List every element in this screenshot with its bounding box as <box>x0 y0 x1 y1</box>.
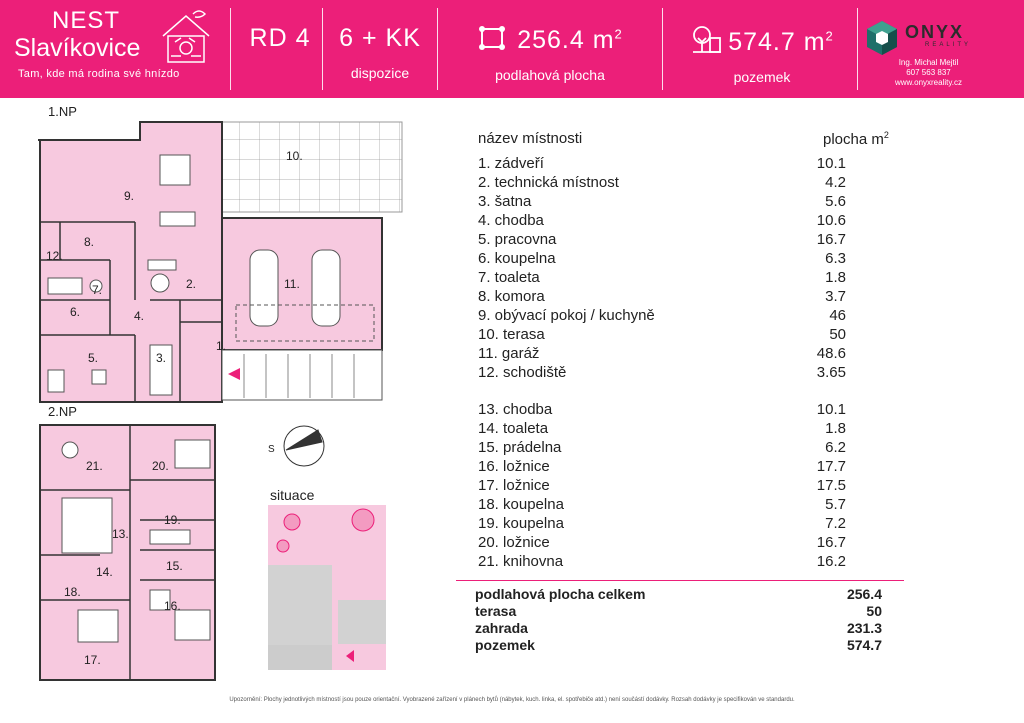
room-name: 16. ložnice <box>478 458 550 475</box>
room-label-2np: 17. <box>84 653 101 667</box>
room-name: 6. koupelna <box>478 250 556 267</box>
room-area: 3.65 <box>816 364 846 381</box>
footer-disclaimer: Upozornění: Plochy jednotlivých místností jsou pouze orientační. Vyobrazené zařízení v plánech bytů (nábytek, kuch. linka, el. spotřebiče atd.) není součástí dodávky. Rozsah dodávky je specifikován ve standardu. <box>229 697 795 703</box>
room-area: 17.7 <box>816 458 846 475</box>
room-area: 4.2 <box>825 174 846 191</box>
header-divider <box>662 8 663 90</box>
floor-area-number: 256.4 m <box>517 26 615 54</box>
table-row <box>470 400 910 419</box>
room-label-2np: 16. <box>164 599 181 613</box>
onyx-hexagon-icon <box>865 20 899 56</box>
room-area: 17.5 <box>816 477 846 494</box>
table-row <box>470 457 910 476</box>
agent-phone: 607 563 837 <box>906 68 951 77</box>
situation-label: situace <box>270 487 315 503</box>
column-header-name: název místnosti <box>478 130 583 147</box>
room-label-2np: 18. <box>64 585 81 599</box>
room-name: 8. komora <box>478 288 545 305</box>
table-row <box>470 230 910 249</box>
room-area: 50 <box>829 326 846 343</box>
room-name: terasa <box>475 603 517 619</box>
plot-sup: 2 <box>825 28 834 44</box>
room-label-1np: 3. <box>156 351 167 365</box>
room-area: 10.1 <box>816 401 846 418</box>
floor-area-label: podlahová plocha <box>495 67 605 83</box>
room-label-1np: 1. <box>216 339 227 353</box>
agent-contact <box>895 58 962 88</box>
room-name: 1. zádveří <box>478 155 544 172</box>
room-name: 7. toaleta <box>478 269 540 286</box>
room-area: 10.1 <box>816 155 846 172</box>
room-area: 46 <box>829 307 846 324</box>
agency-name: ONYX <box>905 22 965 42</box>
room-label-2np: 19. <box>164 513 181 527</box>
room-name: 12. schodiště <box>478 364 567 381</box>
room-area: 5.7 <box>825 496 846 513</box>
header-divider <box>322 8 323 90</box>
room-area: 16.7 <box>816 534 846 551</box>
floor-area-icon <box>477 24 507 52</box>
table-row <box>470 438 910 457</box>
room-label-1np: 6. <box>70 305 81 319</box>
column-header-area: plocha $m^2$ <box>823 130 889 148</box>
room-label-2np: 21. <box>86 459 103 473</box>
table-row <box>470 192 910 211</box>
table-row <box>470 325 910 344</box>
room-area: 3.7 <box>825 288 846 305</box>
totals-row <box>470 637 910 654</box>
room-name: 19. koupelna <box>478 515 564 532</box>
compass-icon <box>284 426 324 466</box>
header-divider <box>857 8 858 90</box>
room-area: 5.6 <box>825 193 846 210</box>
room-name: 9. obývací pokoj / kuchyně <box>478 307 655 324</box>
room-label-1np: 7. <box>92 283 103 297</box>
room-area-table <box>470 130 910 571</box>
floor-plans-drawing <box>0 100 460 696</box>
brand-name: NEST <box>52 7 121 34</box>
room-name: 5. pracovna <box>478 231 557 248</box>
layout-value: 6 + KK <box>339 24 421 52</box>
table-row <box>470 154 910 173</box>
table-row <box>470 514 910 533</box>
room-name: pozemek <box>475 637 535 653</box>
room-area: 574.7 <box>846 637 882 653</box>
floor-area-sup: 2 <box>614 26 623 42</box>
room-label-2np: 13. <box>112 527 129 541</box>
floor2-label: 2.NP <box>48 404 77 419</box>
room-label-1np: 10. <box>286 149 303 163</box>
totals-table <box>470 586 910 654</box>
room-name: 4. chodba <box>478 212 544 229</box>
unit-cell <box>240 24 320 53</box>
layout-label: dispozice <box>350 65 410 81</box>
room-area: 48.6 <box>816 345 846 362</box>
totals-divider <box>456 580 904 581</box>
table-header <box>470 130 910 154</box>
room-name: 20. ložnice <box>478 534 550 551</box>
header-divider <box>230 8 231 90</box>
table-row <box>470 211 910 230</box>
room-area: 1.8 <box>825 269 846 286</box>
room-area: 16.2 <box>816 553 846 570</box>
room-area: 7.2 <box>825 515 846 532</box>
table-row <box>470 363 910 382</box>
totals-row <box>470 586 910 603</box>
table-row <box>470 419 910 438</box>
brand-tagline: Tam, kde má rodina své hnízdo <box>18 68 180 80</box>
table-row <box>470 173 910 192</box>
room-label-1np: 9. <box>124 189 135 203</box>
room-name: zahrada <box>475 620 528 636</box>
plot-value <box>672 24 852 57</box>
room-area: 6.3 <box>825 250 846 267</box>
room-label-1np: 2. <box>186 277 197 291</box>
totals-row <box>470 620 910 637</box>
table-row <box>470 306 910 325</box>
room-label-2np: 20. <box>152 459 169 473</box>
plot-tree-icon <box>690 24 722 54</box>
table-row <box>470 495 910 514</box>
room-area: 256.4 <box>846 586 882 602</box>
room-name: 21. knihovna <box>478 553 564 570</box>
room-area: 10.6 <box>816 212 846 229</box>
room-label-1np: 12. <box>46 249 63 263</box>
plot-cell <box>672 24 852 85</box>
room-label-1np: 11. <box>284 277 300 291</box>
floor-area-cell <box>450 24 650 83</box>
table-row <box>470 552 910 571</box>
room-name: podlahová plocha celkem <box>475 586 646 602</box>
plot-number: 574.7 m <box>728 28 826 56</box>
agency-sub: REALITY <box>925 42 972 48</box>
room-name: 17. ložnice <box>478 477 550 494</box>
floor-area-value <box>450 24 650 55</box>
room-name: 15. prádelna <box>478 439 562 456</box>
room-name: 18. koupelna <box>478 496 564 513</box>
agent-web[interactable]: www.onyxreality.cz <box>895 78 962 87</box>
room-area: 231.3 <box>846 620 882 636</box>
room-name: 3. šatna <box>478 193 532 210</box>
agent-name: Ing. Michal Mejtil <box>898 58 959 67</box>
header-bar <box>0 0 1024 98</box>
room-label-1np: 4. <box>134 309 145 323</box>
room-area: 1.8 <box>825 420 846 437</box>
room-name: 13. chodba <box>478 401 553 418</box>
room-label-2np: 15. <box>166 559 183 573</box>
header-divider <box>437 8 438 90</box>
room-name: 11. garáž <box>478 345 540 362</box>
room-label-1np: 5. <box>88 351 99 365</box>
floor1-label: 1.NP <box>48 104 77 119</box>
layout-cell <box>330 24 430 81</box>
room-area: 6.2 <box>825 439 846 456</box>
table-row <box>470 249 910 268</box>
room-name: 10. terasa <box>478 326 545 343</box>
room-area: 50 <box>866 603 882 619</box>
room-label-2np: 14. <box>96 565 113 579</box>
room-label-1np: 8. <box>84 235 95 249</box>
brand-place: Slavíkovice <box>14 34 141 62</box>
totals-row <box>470 603 910 620</box>
bird-house-logo-icon <box>155 6 217 68</box>
table-row <box>470 476 910 495</box>
compass-north-letter: S <box>268 444 275 455</box>
table-row <box>470 287 910 306</box>
plot-label: pozemek <box>733 69 791 85</box>
unit-number: RD 4 <box>249 24 311 52</box>
room-name: 14. toaleta <box>478 420 549 437</box>
table-row <box>470 268 910 287</box>
room-name: 2. technická místnost <box>478 174 619 191</box>
room-area: 16.7 <box>816 231 846 248</box>
table-row <box>470 344 910 363</box>
table-row <box>470 533 910 552</box>
